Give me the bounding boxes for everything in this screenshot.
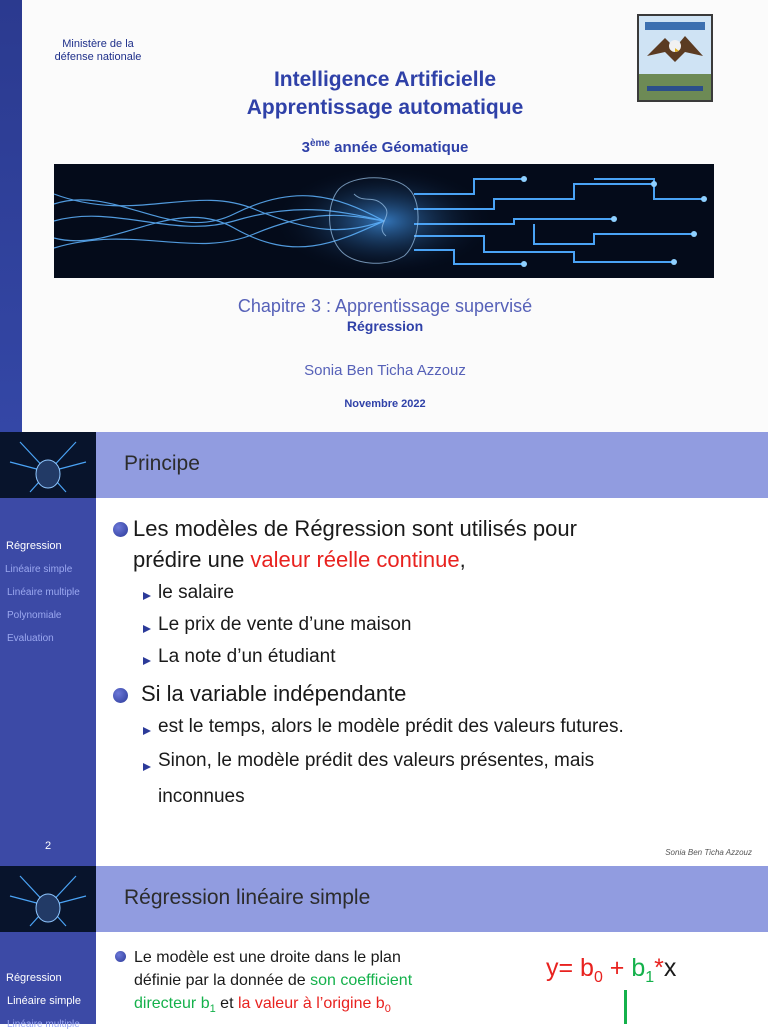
desc-line1: Le modèle est une droite dans le plan <box>134 949 401 966</box>
eq-x: x <box>663 954 677 982</box>
bullet1-line2-start: prédire une <box>133 547 251 572</box>
slide-regression-lineaire-simple <box>0 866 768 1030</box>
eq-plus: + <box>602 954 632 982</box>
bullet-dot <box>115 951 126 962</box>
bullet-dot <box>113 688 128 703</box>
sidebar-brain-thumbnail <box>0 432 96 498</box>
nav-item-lineaire-simple[interactable]: Linéaire simple <box>7 995 81 1007</box>
ai-brain-banner-image <box>54 164 714 278</box>
slope-indicator-line <box>624 990 627 1024</box>
model-description <box>134 946 514 1021</box>
desc-line2-start: définie par la donnée de <box>134 972 311 989</box>
left-accent-bar <box>0 0 22 432</box>
eq-sub0: 0 <box>593 969 603 986</box>
chapter-subtitle: Régression <box>346 318 424 334</box>
slide-header <box>96 866 768 932</box>
time-variable-text: est le temps, alors le modèle prédit des valeurs futures. <box>158 716 624 737</box>
desc-line3-and: et <box>215 995 238 1012</box>
otherwise-text-line1: Sinon, le modèle prédit des valeurs présentes, mais <box>158 750 595 771</box>
nav-item-regression[interactable]: Régression <box>6 540 62 552</box>
nav-item-evaluation[interactable]: Evaluation <box>7 633 54 644</box>
example-house-price: Le prix de vente d’une maison <box>158 614 412 635</box>
slope-label-cont: directeur b <box>134 995 210 1012</box>
bullet1-line2-end: , <box>459 547 466 572</box>
slide-title: Principe <box>124 452 200 475</box>
author-name: Sonia Ben Ticha Azzouz <box>304 362 466 379</box>
slide-header <box>96 432 768 498</box>
nav-item-lineaire-multiple[interactable]: Linéaire multiple <box>7 1019 80 1030</box>
nav-item-lineaire-simple[interactable]: Linéaire simple <box>5 564 73 575</box>
year-sup: ème <box>309 138 330 149</box>
eq-star: * <box>654 954 664 982</box>
slope-label: son coefficient <box>310 972 413 989</box>
year-label <box>200 138 570 156</box>
nav-item-polynomiale[interactable]: Polynomiale <box>7 610 62 621</box>
ministry-label: Ministère de la défense nationale <box>54 38 142 63</box>
slide-title: Régression linéaire simple <box>124 886 371 909</box>
highlight-continuous-value: valeur réelle continue <box>250 547 460 572</box>
slide-footer-author: Sonia Ben Ticha Azzouz <box>665 848 752 857</box>
sub-bullet-arrow <box>143 657 151 665</box>
desc-line2 <box>134 969 514 992</box>
otherwise-text-line2: inconnues <box>158 786 245 807</box>
year-prefix: 3 <box>301 139 310 156</box>
eq-b1: b <box>631 954 646 982</box>
intercept-label: la valeur à l’origine b <box>237 995 385 1012</box>
sub-bullet-arrow <box>143 763 151 771</box>
eq-lhs: y= b <box>546 954 594 982</box>
example-salary: le salaire <box>158 582 235 603</box>
example-student-grade: La note d’un étudiant <box>158 646 336 667</box>
presentation-date: Novembre 2022 <box>344 398 426 410</box>
eq-sub1: 1 <box>645 969 655 986</box>
title-slide <box>0 0 768 432</box>
regression-equation <box>546 954 676 987</box>
slide-principe <box>0 432 768 866</box>
sub-bullet-arrow <box>143 727 151 735</box>
main-title-line2: Apprentissage automatique <box>246 96 524 119</box>
nav-item-regression[interactable]: Régression <box>6 972 62 984</box>
slope-sub: 1 <box>209 1003 216 1016</box>
bullet1-line2 <box>133 544 466 576</box>
intercept-sub: 0 <box>384 1003 391 1016</box>
bullet2-text: Si la variable indépendante <box>141 681 407 706</box>
bullet1-line1: Les modèles de Régression sont utilisés pour <box>133 516 577 541</box>
sub-bullet-arrow <box>143 625 151 633</box>
bullet-dot <box>113 522 128 537</box>
year-suffix: année Géomatique <box>329 139 469 156</box>
chapter-title: Chapitre 3 : Apprentissage supervisé <box>237 296 533 316</box>
sub-bullet-arrow <box>143 592 151 600</box>
nav-item-lineaire-multiple[interactable]: Linéaire multiple <box>7 587 80 598</box>
page-number: 2 <box>44 840 52 852</box>
sidebar-brain-thumbnail <box>0 866 96 932</box>
desc-line3 <box>134 992 514 1021</box>
main-title-line1: Intelligence Artificielle <box>273 68 497 91</box>
